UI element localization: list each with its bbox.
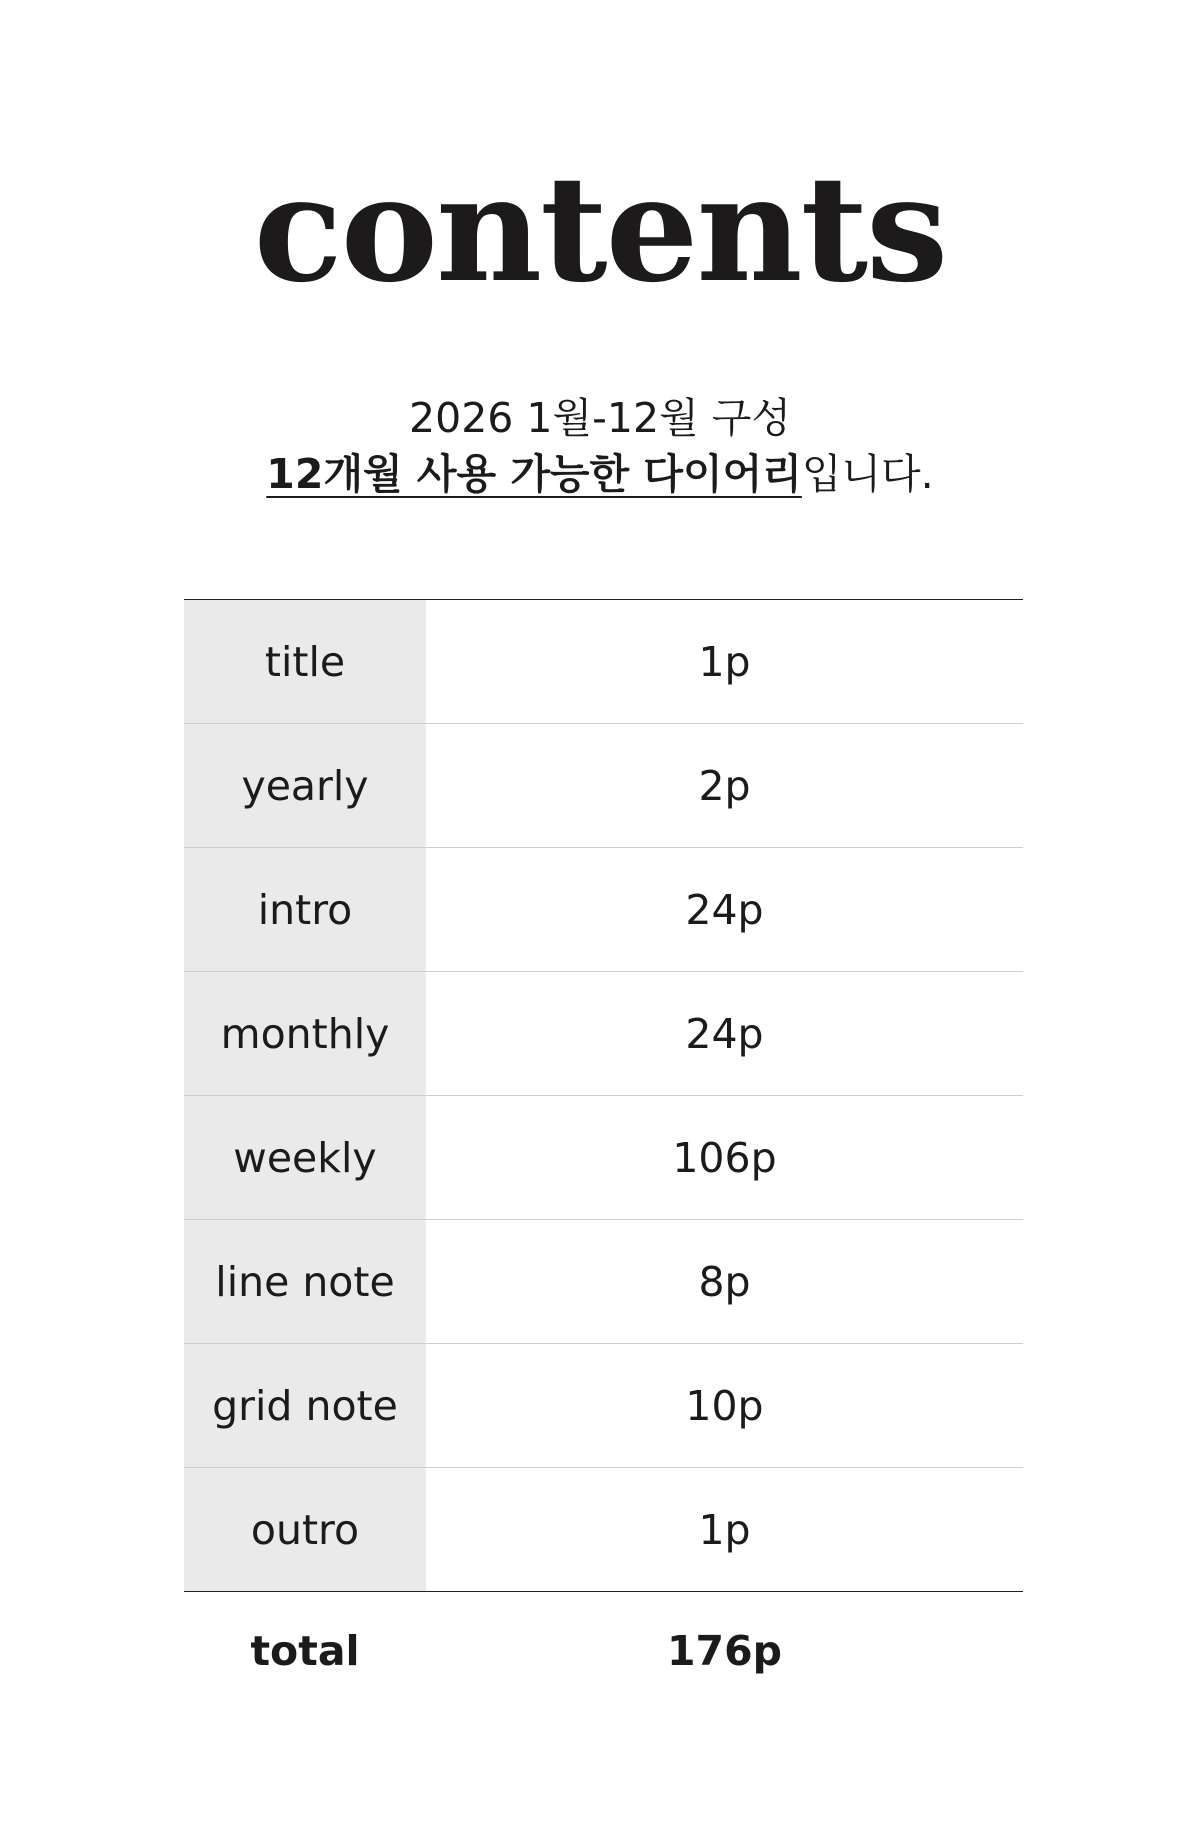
row-label: yearly bbox=[184, 724, 426, 847]
row-label: title bbox=[184, 600, 426, 723]
total-label: total bbox=[250, 1627, 360, 1675]
row-value: 10p bbox=[685, 1381, 764, 1430]
subtitle-rest: 입니다. bbox=[801, 450, 934, 498]
contents-table bbox=[184, 599, 1023, 1710]
table-row bbox=[184, 1220, 1023, 1344]
row-label: outro bbox=[184, 1468, 426, 1591]
row-value: 8p bbox=[698, 1257, 751, 1306]
row-value: 2p bbox=[698, 761, 751, 810]
row-value: 1p bbox=[698, 1505, 751, 1554]
row-label: monthly bbox=[184, 972, 426, 1095]
subtitle bbox=[0, 390, 1200, 502]
page-title: contents bbox=[253, 144, 947, 315]
subtitle-line-1: 2026 1월-12월 구성 bbox=[409, 394, 791, 442]
row-value: 106p bbox=[672, 1133, 777, 1182]
row-label: intro bbox=[184, 848, 426, 971]
table-row bbox=[184, 600, 1023, 724]
row-label: weekly bbox=[184, 1096, 426, 1219]
subtitle-emphasis: 12개월 사용 가능한 다이어리 bbox=[266, 450, 802, 498]
total-row bbox=[184, 1592, 1023, 1710]
table-row bbox=[184, 1344, 1023, 1468]
row-value: 24p bbox=[685, 1009, 764, 1058]
row-label: line note bbox=[184, 1220, 426, 1343]
row-label: grid note bbox=[184, 1344, 426, 1467]
table-row bbox=[184, 1468, 1023, 1592]
table-row bbox=[184, 724, 1023, 848]
table-row bbox=[184, 972, 1023, 1096]
table-row bbox=[184, 848, 1023, 972]
total-value: 176p bbox=[667, 1627, 782, 1675]
subtitle-line-2 bbox=[0, 446, 1200, 502]
table-row bbox=[184, 1096, 1023, 1220]
row-value: 24p bbox=[685, 885, 764, 934]
row-value: 1p bbox=[698, 637, 751, 686]
